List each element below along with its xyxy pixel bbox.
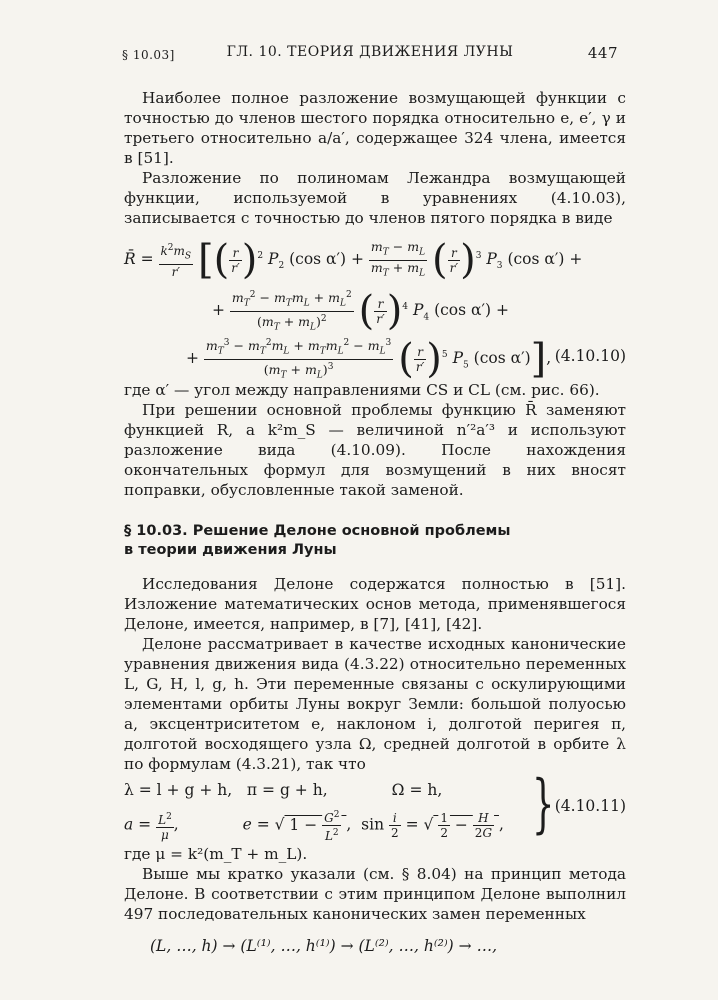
section-heading-line-1: § 10.03. Решение Делоне основной проблемы [124,523,511,539]
paragraph-8: Выше мы кратко указали (см. § 8.04) на принцип метода Делоне. В соответствии с этим принципом Делоне выполнил 497 последовательных канонических замен переменных [124,865,626,923]
equation-4-10-11 [124,767,626,843]
header-section-ref: § 10.03] [122,48,175,62]
equation-4-10-10 [124,228,626,383]
paragraph-7: где μ = k²(m_T + m_L). [124,845,308,863]
paragraph-4: При решении основной проблемы функцию R̄ заменяют функцией R, а k²m_S — величиной n′²a′³ и используют разложение вида (4.10.09). После нахождения окончательных формул для возмущений в них вносят поправки, обусловленные такой заменой. [124,401,626,499]
equation-line-2: + $\frac{m_T^2 - m_Tm_L + m_L^2}{(m_T + m_L)^2}$ ( $\frac{r}{r'}$ )$^4$ $P_4$ (cos α′) + [212,288,509,335]
substitution-chain: (L, …, h) → (L⁽¹⁾, …, h⁽¹⁾) → (L⁽²⁾, …, h⁽²⁾) → …, [150,937,497,955]
right-brace: } [532,767,555,841]
equation-line-1: R̄ = $\frac{k^2m_S}{r'}$ [( $\frac{r}{r'}$ )$^2$ $P_2$ (cos α′) + $\frac{m_T - m_L}{m_T + m_L}$ ( $\frac{r}{r'}$ )$^3$ $P_3$ (cos α′) + [124,237,583,283]
paragraph-1: Наиболее полное разложение возмущающей функции с точностью до членов шестого порядка относительно e, e′, γ и третьего относительно a/a′, содержащее 324 члена, имеется в [51]. [124,89,626,167]
section-heading [124,522,626,560]
paragraph-5: Исследования Делоне содержатся полностью в [51]. Изложение математических основ метода, применявшегося Делоне, имеется, например, в [7], [41], [42]. [124,575,626,633]
equation-number: (4.10.10) [554,347,626,365]
equation-line-3: + $\frac{m_T^3 - m_T^2m_L + m_Tm_L^2 - m_L^3}{(m_T + m_L)^3}$ ( $\frac{r}{r'}$ )$^5$ $P_5$ (cos α′)], [186,336,552,383]
equation-number-2: (4.10.11) [554,797,626,815]
header-chapter-title: ГЛ. 10. ТЕОРИЯ ДВИЖЕНИЯ ЛУНЫ [226,44,514,60]
paragraph-2: Разложение по полиномам Лежандра возмущающей функции, используемой в уравнениях (4.10.03), записывается с точностью до членов пятого порядка в виде [124,169,626,227]
equation-substitution-chain [124,924,626,964]
equation-row-1: λ = l + g + h, π = g + h, Ω = h, [124,781,443,799]
running-header [122,44,618,68]
paragraph-6: Делоне рассматривает в качестве исходных канонические уравнения движения вида (4.3.22) относительно переменных L, G, H, l, g, h. Эти переменные связаны с оскулирующими элементами орбиты Луны вокруг Земли: большой полуосью a, эксцентриситетом e, наклоном i, долготой перигея π, долготой восходящего узла Ω, средней долготой в орбите λ по формулам (4.3.21), так что [124,635,626,773]
section-heading-line-2: в теории движения Луны [124,542,337,558]
page-number: 447 [587,44,618,62]
paragraph-3: где α′ — угол между направлениями CS и CL (см. рис. 66). [124,381,600,399]
equation-row-2: a = $\frac{L^2}{\mu}$ , e = √ 1 − $\frac{G^2}{L^2}$ , sin $\frac{i}{2}$ = √ $\frac{1}{2}$ − $\frac{H}{2G}$ , [124,810,504,843]
page-body [124,88,626,964]
